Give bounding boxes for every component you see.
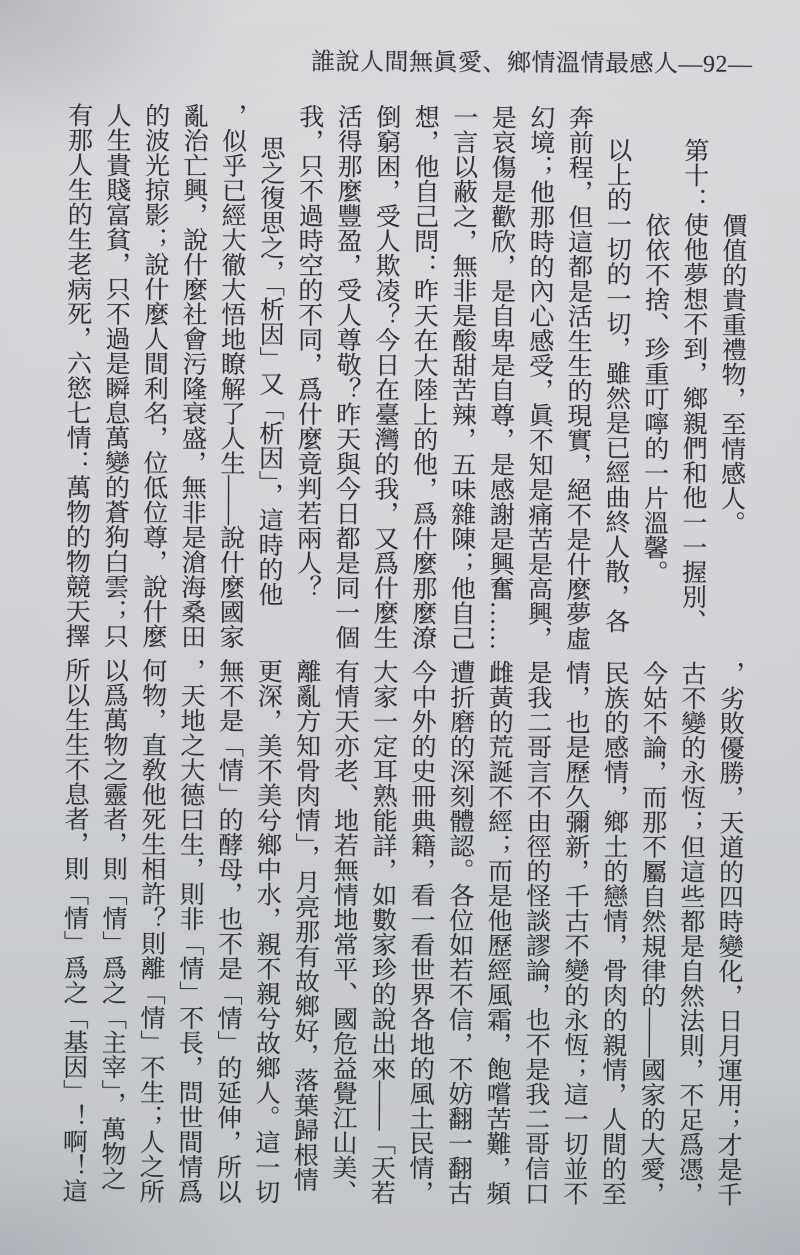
text-column: 奔前程，但這都是活生生的現實，絕不是什麼夢虛 (562, 104, 593, 651)
text-column: 有情天亦老、地若無情地常平、國危益覺江山美、 (328, 658, 359, 1205)
text-column: 是哀傷是歡欣，是自卑是自尊，是感謝是興奮…… (485, 104, 516, 651)
text-column: 活得那麼豐盈，受人尊敬？昨天與今日都是同一個 (331, 103, 362, 650)
text-column: 以爲萬物之靈者，則「情」爲之「主宰」，萬物之 (97, 657, 128, 1191)
text-column: 幻境；他那時的內心感受，眞不知是痛苦是高興， (524, 104, 554, 651)
text-column: 有那人生的生老病死，六慾七情：萬物的物競天擇 (61, 102, 92, 648)
text-column: ，劣敗優勝，天道的四時變化，日月運用；才是千 (713, 660, 744, 1207)
text-column: 雌黃的荒誕不經；而是他歷經風霜，飽嚐苦難，頻 (482, 659, 513, 1206)
text-column: 想，他自己問：昨天在大陸上的他，爲什麼那麼潦 (408, 104, 439, 650)
text-column: 第十：使他夢想不到，鄉親們和他一一握別、 (678, 137, 708, 634)
text-column: 無不是「情」的酵母，也不是「情」的延伸，所以 (213, 658, 243, 1204)
text-column: 的波光掠影；說什麼人間利名，位低位尊，說什麼 (138, 102, 169, 649)
page-number: —92— (678, 51, 753, 78)
text-column: 民族的感情，鄉土的戀情，骨肉的親情，人間的至 (598, 660, 629, 1206)
text-column: 大家一定耳熟能詳，如數家珍的說出來——「天若 (367, 658, 397, 1205)
text-column: 價值的貴重禮物，至情感人。 (717, 212, 746, 535)
text-column: 我，只不過時空的不同，爲什麼竟判若兩人？ (293, 103, 323, 600)
text-column: 一言以蔽之，無非是酸甜苦辣，五味雜陳；他自己 (447, 104, 477, 650)
text-column: 情，也是歷久彌新，千古不變的永恆；這一切並不 (559, 659, 590, 1206)
text-column: 離亂方知骨肉情」，月亮那有故鄉好，落葉歸根情 (290, 658, 320, 1192)
text-column: 依依不捨、珍重叮嚀的一片溫馨。 (639, 211, 669, 585)
text-column: 古不變的永恆；但這些都是自然法則，不足爲憑， (675, 660, 706, 1207)
text-column: 倒窮困，受人欺凌？今日在臺灣的我，又爲什麼生 (370, 103, 400, 650)
text-block-upper (62, 102, 747, 658)
text-column: 人生貴賤富貧，只不過是瞬息萬變的蒼狗白雲；只 (100, 102, 131, 649)
text-column: 是我二哥言不由徑的怪談謬論，也不是我二哥信口 (521, 659, 552, 1206)
running-head (311, 42, 753, 79)
text-column: 更深，美不美兮鄉中水，親不親兮故鄉人。這一切 (251, 658, 282, 1204)
text-column: 所以生生不息者，則「情」爲之「基因」！啊！這 (58, 657, 89, 1203)
text-column: 亂治亡興，說什麼社會污隆衰盛，無非是滄海桑田 (177, 102, 208, 649)
text-column: 以上的一切的一切，雖然是已經曲終人散，各 (601, 137, 631, 634)
text-column: 遭折磨的深刻體認。各位如若不信，不妨翻一翻古 (444, 659, 474, 1205)
text-column: 思之復思之，「析因」又「析因」，這時的他 (254, 135, 285, 607)
text-column: 何物，直敎他死生相許？則離「情」不生；人之所 (136, 657, 166, 1204)
text-column: ，似乎已經大徹大悟地瞭解了人生——說什麼國家 (215, 103, 246, 649)
text-column: ，天地之大德曰生，則非「情」不長，問世間情爲 (174, 657, 205, 1204)
text-block-lower (59, 657, 744, 1213)
text-column: 今中外的史冊典籍，看一看世界各地的風土民情， (405, 659, 436, 1205)
running-head-title: 誰說人間無眞愛、鄉情溫情最感人 (310, 49, 679, 78)
text-column: 今姑不論，而那不屬自然規律的——國家的大愛， (636, 660, 667, 1206)
